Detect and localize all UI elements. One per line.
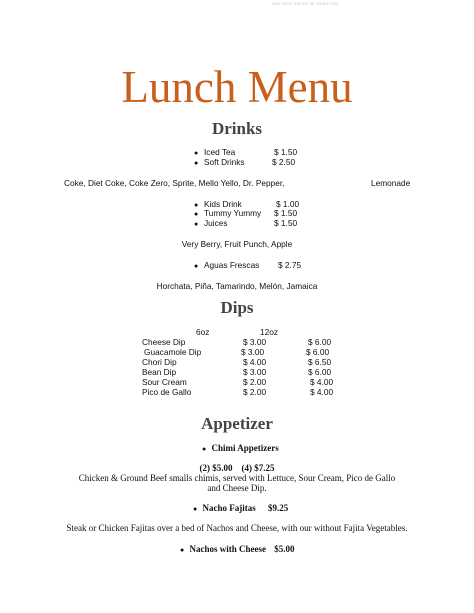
dip-price-large: $ 6.00 <box>306 347 330 357</box>
drink-name: Kids Drink <box>204 199 242 209</box>
drink-price: $ 2.75 <box>278 260 302 270</box>
drink-name: Iced Tea <box>204 147 236 157</box>
appetizer-heading: Appetizer <box>201 414 273 433</box>
table-row <box>144 347 330 357</box>
list-item <box>194 260 302 270</box>
dip-price-large: $ 4.00 <box>310 377 334 387</box>
dip-price-small: $ 3.00 <box>243 367 267 377</box>
table-row <box>142 337 332 347</box>
drink-price: $ 1.50 <box>274 208 298 218</box>
soda-extra: Lemonade <box>371 178 411 188</box>
dips-size-small: 6oz <box>196 327 210 337</box>
bullet-icon: ● <box>194 150 199 157</box>
drinks-heading: Drinks <box>211 119 263 138</box>
chimi-description-line-2: and Cheese Dip. <box>207 483 267 493</box>
bullet-icon: ● <box>194 221 199 228</box>
appetizer-name: Nacho Fajitas <box>202 503 256 513</box>
dip-name: Cheese Dip <box>142 337 186 347</box>
dip-price-small: $ 3.00 <box>243 337 267 347</box>
dip-price-small: $ 2.00 <box>243 377 267 387</box>
dip-name: Chori Dip <box>142 357 177 367</box>
drink-price: $ 1.00 <box>276 199 300 209</box>
dip-price-large: $ 6.00 <box>308 337 332 347</box>
dips-heading: Dips <box>220 298 254 317</box>
drink-name: Juices <box>204 218 228 228</box>
list-item <box>194 147 298 157</box>
drink-name: Tummy Yummy <box>204 208 262 218</box>
bullet-icon: ● <box>193 505 198 513</box>
bullet-icon: ● <box>194 202 199 209</box>
appetizer-name: Nachos with Cheese <box>189 544 266 554</box>
table-row <box>142 387 334 397</box>
table-row <box>142 357 332 367</box>
dip-price-large: $ 4.00 <box>310 387 334 397</box>
drink-price: $ 2.50 <box>272 157 296 167</box>
dip-name: Sour Cream <box>142 377 187 387</box>
menu-title: Lunch Menu <box>121 62 353 112</box>
dip-price-small: $ 4.00 <box>243 357 267 367</box>
dips-size-large: 12oz <box>260 327 278 337</box>
drink-price: $ 1.50 <box>274 147 298 157</box>
dip-price-small: $ 3.00 <box>241 347 265 357</box>
dip-name: Pico de Gallo <box>142 387 192 397</box>
list-item <box>202 443 279 453</box>
list-item <box>180 544 294 554</box>
dip-name: Guacamole Dip <box>144 347 202 357</box>
bullet-icon: ● <box>180 546 185 554</box>
appetizer-price: $5.00 <box>274 544 295 554</box>
dip-price-large: $ 6.50 <box>308 357 332 367</box>
dip-name: Bean Dip <box>142 367 177 377</box>
list-item <box>193 503 288 513</box>
table-row <box>142 367 332 377</box>
dip-price-large: $ 6.00 <box>308 367 332 377</box>
appetizer-name: Chimi Appetizers <box>211 443 279 453</box>
watermark: see more menus @ menu.com <box>272 1 339 6</box>
table-row <box>142 377 334 387</box>
juice-flavors: Very Berry, Fruit Punch, Apple <box>181 239 293 249</box>
soda-list: Coke, Diet Coke, Coke Zero, Sprite, Mello Yello, Dr. Pepper, <box>64 178 285 188</box>
chimi-prices: (2) $5.00 (4) $7.25 <box>199 463 275 473</box>
drink-price: $ 1.50 <box>274 218 298 228</box>
list-item <box>194 208 298 218</box>
list-item <box>194 218 298 228</box>
bullet-icon: ● <box>194 263 199 270</box>
nacho-fajitas-description: Steak or Chicken Fajitas over a bed of Nachos and Cheese, with our without Fajita Vegetables. <box>66 523 408 533</box>
dip-price-small: $ 2.00 <box>243 387 267 397</box>
list-item <box>194 157 296 167</box>
appetizer-price: $9.25 <box>267 503 289 513</box>
drink-name: Soft Drinks <box>204 157 245 167</box>
bullet-icon: ● <box>202 445 207 453</box>
aguas-flavors: Horchata, Piña, Tamarindo, Melón, Jamaica <box>156 281 318 291</box>
drink-name: Aguas Frescas <box>204 260 260 270</box>
bullet-icon: ● <box>194 211 199 218</box>
bullet-icon: ● <box>194 160 199 167</box>
chimi-description-line-1: Chicken & Ground Beef smalls chimis, served with Lettuce, Sour Cream, Pico de Gallo <box>78 473 396 483</box>
